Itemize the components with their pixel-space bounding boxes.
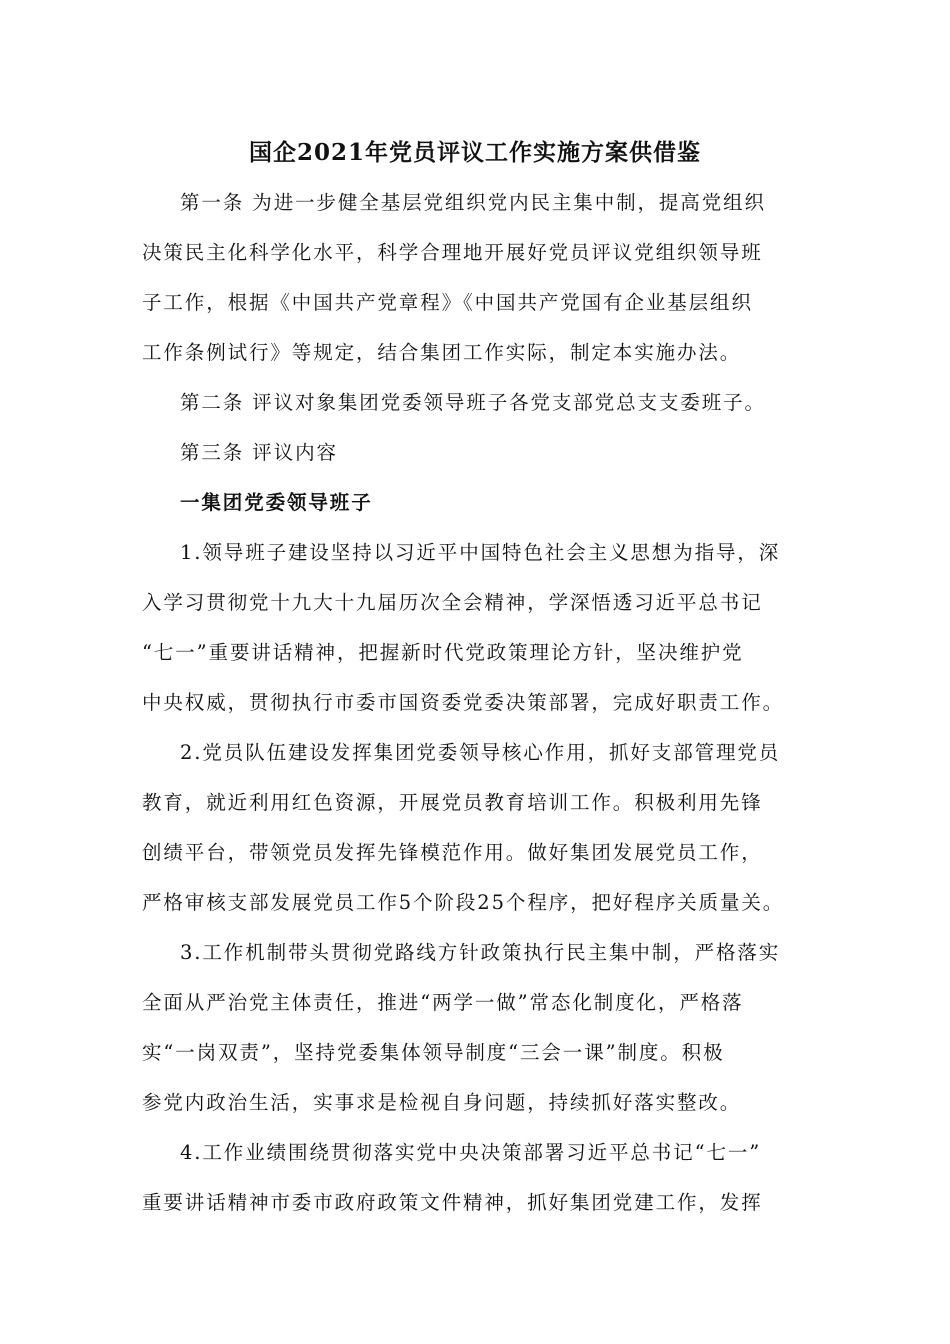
text-line: 实“一岗双责”，坚持党委集体领导制度“三会一课”制度。积极 bbox=[142, 1041, 725, 1064]
text-line: 子工作，根据《中国共产党章程》《中国共产党国有企业基层组织 bbox=[142, 291, 753, 314]
text-line: 入学习贯彻党十九大十九届历次全会精神，学深悟透习近平总书记 bbox=[142, 591, 763, 614]
text-line: 严格审核支部发展党员工作5个阶段25个程序，把好程序关质量关。 bbox=[142, 891, 785, 914]
text-line: 中央权威，贯彻执行市委市国资委党委决策部署，完成好职责工作。 bbox=[142, 691, 785, 714]
text-line: 工作条例试行》等规定，结合集团工作实际，制定本实施办法。 bbox=[142, 341, 742, 364]
document-title: 国企2021年党员评议工作实施方案供借鉴 bbox=[248, 139, 701, 166]
document-body bbox=[142, 178, 822, 1228]
text-line: 4.工作业绩围绕贯彻落实党中央决策部署习近平总书记“七一” bbox=[180, 1141, 762, 1164]
text-line: 教育，就近利用红色资源，开展党员教育培训工作。积极利用先锋 bbox=[142, 791, 763, 814]
text-line: 重要讲话精神市委市政府政策文件精神，抓好集团党建工作，发挥 bbox=[142, 1191, 763, 1214]
text-line: 2.党员队伍建设发挥集团党委领导核心作用，抓好支部管理党员 bbox=[180, 741, 781, 764]
section-heading: 一集团党委领导班子 bbox=[180, 491, 373, 514]
text-line: 创绩平台，带领党员发挥先锋模范作用。做好集团发展党员工作， bbox=[142, 841, 763, 864]
text-line: 第三条 评议内容 bbox=[180, 441, 338, 464]
text-line: 1.领导班子建设坚持以习近平中国特色社会主义思想为指导，深 bbox=[180, 541, 781, 564]
text-line: “七一”重要讲话精神，把握新时代党政策理论方针，坚决维护党 bbox=[142, 641, 744, 664]
text-line: 参党内政治生活，实事求是检视自身问题，持续抓好落实整改。 bbox=[142, 1091, 742, 1114]
text-line: 第一条 为进一步健全基层党组织党内民主集中制，提高党组织 bbox=[180, 191, 766, 214]
text-line: 全面从严治党主体责任，推进“两学一做”常态化制度化，严格落 bbox=[142, 991, 744, 1014]
text-line: 决策民主化科学化水平，科学合理地开展好党员评议党组织领导班 bbox=[142, 241, 763, 264]
text-line: 第二条 评议对象集团党委领导班子各党支部党总支支委班子。 bbox=[180, 391, 766, 414]
text-line: 3.工作机制带头贯彻党路线方针政策执行民主集中制，严格落实 bbox=[180, 941, 781, 964]
